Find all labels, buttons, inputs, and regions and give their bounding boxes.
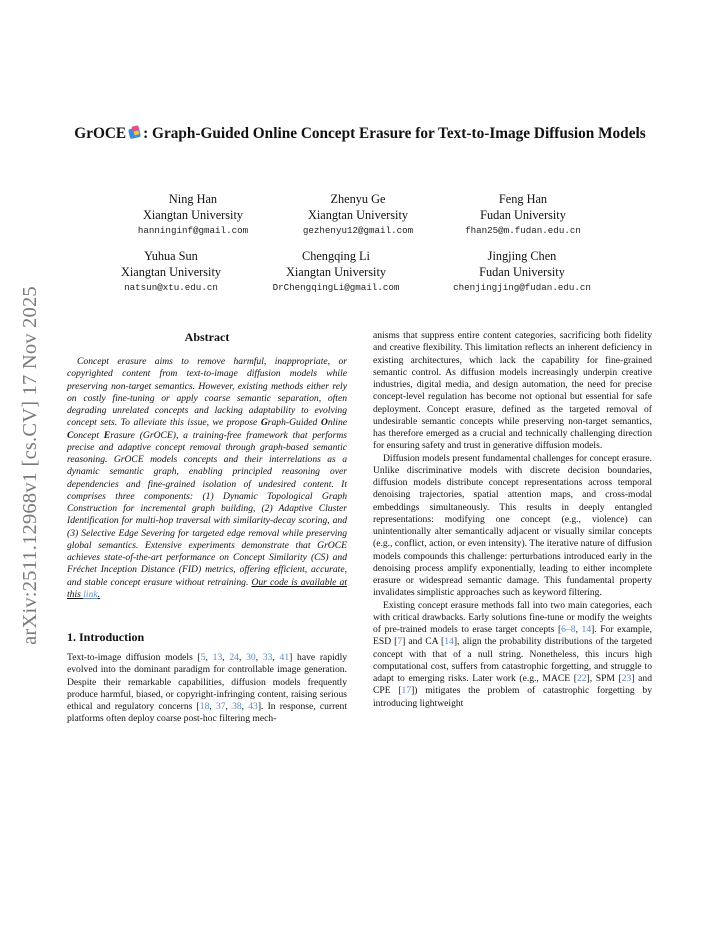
section-heading: 1. Introduction bbox=[67, 630, 145, 644]
body-text: ], SPM [ bbox=[586, 673, 622, 684]
abstract-bold: C bbox=[67, 429, 74, 441]
abstract-heading: Abstract bbox=[184, 330, 230, 344]
body-text: ], align the probability distributions of the targeted concept with that of a null string. Nonetheless, this incurs high computational cost, suffers from catastrophic forgetting, and struggle to adapt to emerging risks. Later work (e.g., MACE [ bbox=[373, 636, 652, 684]
author-name: Ning Han bbox=[168, 192, 218, 206]
abstract-part: (GrOCE), a training-free framework that performs precise and adaptive concept removal through graph-based semantic reasoning. GrOCE models concepts and their interrelations as a dynamic semantic graph, enabling principled reasoning over dependencies and fine-grained isolation of undesired content. It comprises three components: (1) Dynamic Topological Graph Construction for incremental graph building, (2) Adaptive Cluster Identification for multi-hop traversal with similarity-decay scoring, and (3) Selective Edge Severing for targeted edge removal while preserving global semantics. Extensive experiments demonstrate that GrOCE achieves state-of-the-art performance on Concept Similarity (CS) and Fréchet Inception Distance (FID) metrics, offering efficient, accurate, and stable concept erasure without retraining. bbox=[67, 429, 347, 588]
author-name: Jingjing Chen bbox=[487, 249, 557, 263]
citation[interactable]: 13 bbox=[212, 652, 223, 663]
sep: , bbox=[241, 701, 249, 712]
citation[interactable]: 17 bbox=[401, 685, 412, 697]
sep: , bbox=[272, 652, 280, 663]
author-email[interactable]: gezhenyu12@gmail.com bbox=[302, 225, 414, 236]
sep: , bbox=[225, 701, 233, 712]
sep: , bbox=[255, 652, 263, 663]
body-paragraph: anisms that suppress entire content categories, sacrificing both fidelity and creative flexibility. This limitation reflects an inherent deficiency in existing architectures, which lack the capability for fine-grained semantic control. As diffusion models increasingly underpin creative industries, digital media, and design automation, the need for precise concept-level regulation has become not optional but essential for safe deployment. Concept erasure, defined as the targeted removal of undesirable semantic concepts while preserving non-target semantics, has therefore emerged as a crucial and technically challenging direction for ensuring safety and trust in generative diffusion models. bbox=[373, 330, 652, 452]
abstract-end: . bbox=[97, 588, 101, 600]
author-name: Yuhua Sun bbox=[144, 249, 198, 263]
author-name: Zhenyu Ge bbox=[330, 192, 386, 206]
sep: , bbox=[222, 652, 230, 663]
citation[interactable]: 18 bbox=[199, 701, 210, 712]
citation[interactable]: 24 bbox=[229, 652, 239, 663]
intro-paragraph bbox=[67, 652, 347, 726]
abstract-bold: O bbox=[320, 417, 328, 429]
code-link[interactable]: link bbox=[83, 588, 98, 600]
body-text: ] and CA [ bbox=[402, 636, 445, 648]
title-prefix: GrOCE bbox=[74, 125, 127, 142]
abstract-part: Concept erasure aims to remove harmful, inappropriate, or copyrighted content from text-to-image diffusion models while preserving non-target semantics. However, existing methods either rely on costly fine-tuning or apply coarse semantic separation, often degrading unrelated concepts and lacking adaptability to evolving concept sets. To alleviate this issue, we propose bbox=[67, 356, 347, 429]
author-card bbox=[241, 248, 431, 296]
author-affiliation: Xiangtan University bbox=[285, 265, 387, 279]
body-text: ]. For example, ESD [ bbox=[373, 624, 653, 648]
citation[interactable]: 33 bbox=[262, 652, 273, 663]
sep: , bbox=[205, 652, 213, 663]
citation[interactable]: 23 bbox=[621, 673, 632, 684]
right-column bbox=[373, 330, 652, 710]
body-text: ]. In response, current platforms often deploy coarse post-hoc filtering mech- bbox=[67, 701, 348, 725]
arxiv-stamp-text: arXiv:2511.12968v1 [cs.CV] 17 Nov 2025 bbox=[18, 285, 41, 645]
abstract-part: rasure bbox=[110, 429, 135, 441]
citation[interactable]: 30 bbox=[246, 652, 256, 663]
citation[interactable]: 14 bbox=[581, 624, 592, 635]
abstract-part: nline bbox=[327, 417, 348, 429]
body-text: Text-to-image diffusion models [ bbox=[67, 652, 201, 663]
citation[interactable]: 7 bbox=[397, 636, 403, 648]
left-column bbox=[67, 330, 347, 726]
citation[interactable]: 22 bbox=[576, 673, 587, 684]
sep: , bbox=[238, 652, 247, 663]
abstract-bold: G bbox=[260, 417, 268, 429]
body-text: ] and CPE [ bbox=[373, 673, 652, 697]
author-name: Chengqing Li bbox=[302, 249, 370, 263]
citation[interactable]: 37 bbox=[215, 701, 226, 712]
author-email[interactable]: hanninginf@gmail.com bbox=[137, 225, 249, 236]
body-text: Existing concept erasure methods fall into two main categories, each with critical drawbacks. Early solutions fine-tune or modify the weights of pre-trained models to erase target concepts [ bbox=[373, 599, 652, 635]
author-card bbox=[263, 191, 453, 239]
citation[interactable]: 14 bbox=[444, 636, 454, 648]
author-email[interactable]: natsun@xtu.edu.cn bbox=[124, 282, 218, 293]
body-paragraph: Diffusion models present fundamental challenges for concept erasure. Unlike discriminative models with discrete decision boundaries, diffusion models distribute concept representations across temporal denoising trajectories, spatial attention maps, and cross-modal embeddings simultaneously. This results in deeply entangled representations: modifying one concept (e.g., violence) can unintentionally alter semantically adjacent or visually similar concepts (e.g., conflict, action, or even intensity). The iterative nature of diffusion models compounds this challenge: perturbations introduced early in the denoising process amplify exponentially, leading to either incomplete erasure or widespread semantic damage. This fundamental property invalidates simplistic approaches such as keyword filtering. bbox=[373, 452, 652, 599]
author-email[interactable]: chenjingjing@fudan.edu.cn bbox=[453, 282, 591, 293]
citation[interactable]: 38 bbox=[232, 701, 242, 712]
arxiv-stamp bbox=[8, 255, 52, 675]
brush-logo-icon bbox=[127, 125, 143, 140]
citation[interactable]: 5 bbox=[200, 652, 206, 663]
author-affiliation: Xiangtan University bbox=[142, 208, 244, 222]
code-availability-text: Our code is available at this bbox=[67, 576, 347, 600]
author-email[interactable]: DrChengqingLi@gmail.com bbox=[272, 282, 400, 293]
author-affiliation: Fudan University bbox=[479, 265, 565, 279]
paper-title bbox=[60, 124, 660, 144]
author-email[interactable]: fhan25@m.fudan.edu.cn bbox=[465, 225, 581, 236]
author-card bbox=[98, 191, 288, 239]
title-rest: : Graph-Guided Online Concept Erasure for Text-to-Image Diffusion Models bbox=[143, 125, 646, 142]
abstract-part: raph-Guided bbox=[267, 417, 321, 429]
sep: , bbox=[209, 701, 216, 712]
citation[interactable]: 41 bbox=[279, 652, 290, 663]
author-card bbox=[76, 248, 266, 296]
abstract-bold: E bbox=[103, 429, 111, 441]
body-paragraph bbox=[373, 600, 652, 710]
author-affiliation: Xiangtan University bbox=[307, 208, 409, 222]
body-text: ]) mitigates the problem of catastrophic forgetting by introducing lightweight bbox=[373, 685, 652, 709]
sep: , bbox=[575, 624, 582, 635]
citation[interactable]: 43 bbox=[248, 701, 258, 712]
author-card bbox=[428, 191, 618, 239]
author-name: Feng Han bbox=[498, 192, 548, 206]
abstract-part: oncept bbox=[73, 429, 104, 441]
author-affiliation: Xiangtan University bbox=[120, 265, 222, 279]
citation[interactable]: 6–8 bbox=[561, 624, 576, 635]
body-text: ] have rapidly evolved into the dominant paradigm for controllable image generation. Despite their remarkable capabilities, diffusion models frequently produce harmful, biased, or copyright-infringing content, raising serious ethical and regulatory concerns [ bbox=[67, 652, 348, 712]
abstract-text bbox=[67, 356, 347, 601]
author-card bbox=[427, 248, 617, 296]
author-affiliation: Fudan University bbox=[480, 208, 566, 222]
